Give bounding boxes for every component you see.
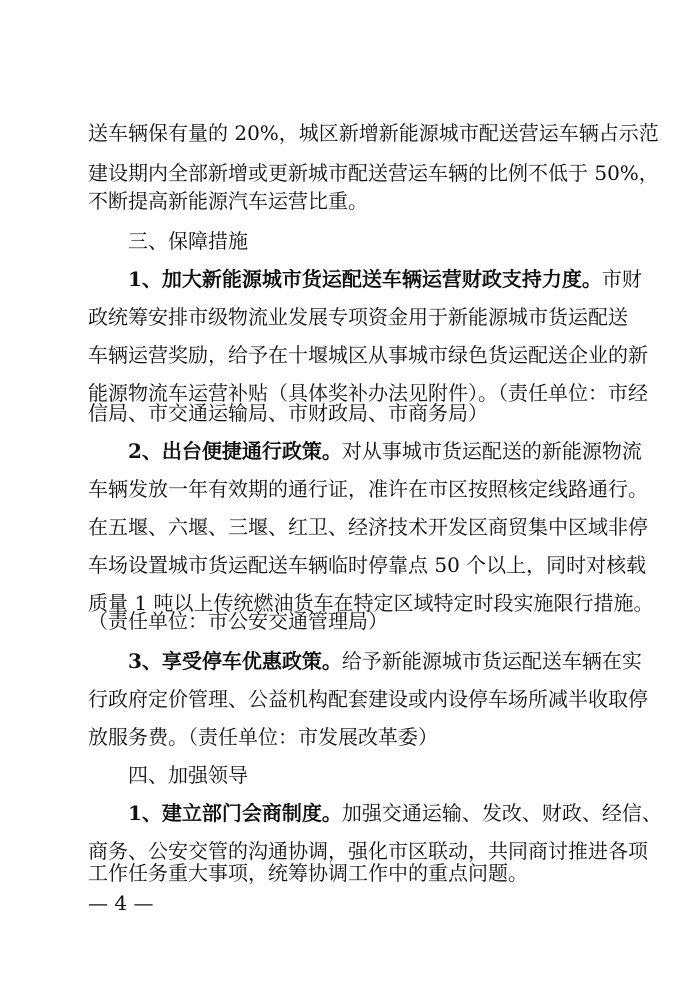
item-title: 3、享受停车优惠政策。 (128, 649, 342, 673)
item-heading-line: 3、享受停车优惠政策。给予新能源城市货运配送车辆在实 (128, 649, 642, 673)
item-heading-line: 2、出台便捷通行政策。对从事城市货运配送的新能源物流 (128, 439, 642, 463)
item-title: 2、出台便捷通行政策。 (128, 439, 342, 463)
body-line: 工作任务重大事项，统筹协调工作中的重点问题。 (88, 861, 528, 885)
item-heading-line: 1、加大新能源城市货运配送车辆运营财政支持力度。市财 (128, 267, 642, 291)
body-line: 车辆运营奖励，给予在十堰城区从事城市绿色货运配送企业的新 (88, 343, 648, 367)
item-title: 1、加大新能源城市货运配送车辆运营财政支持力度。 (128, 267, 602, 291)
body-line: 送车辆保有量的 20%，城区新增新能源城市配送营运车辆占示范 (88, 121, 659, 145)
section-heading-3: 三、保障措施 (128, 229, 248, 253)
body-line: 质量 1 吨以上传统燃油货车在特定区域特定时段实施限行措施。 (88, 591, 654, 615)
body-line: 商务、公安交管的沟通协调，强化市区联动，共同商讨推进各项 (88, 839, 648, 863)
body-line: 不断提高新能源汽车运营比重。 (88, 189, 368, 213)
item-heading-line: 1、建立部门会商制度。加强交通运输、发改、财政、经信、 (128, 801, 662, 825)
body-line: 建设期内全部新增或更新城市配送营运车辆的比例不低于 50%， (88, 161, 659, 185)
body-line: 车场设置城市货运配送车辆临时停靠点 50 个以上，同时对核载 (88, 553, 647, 577)
section-heading-4: 四、加强领导 (128, 763, 248, 787)
body-line: 放服务费。（责任单位：市发展改革委） (88, 725, 438, 749)
item-title: 1、建立部门会商制度。 (128, 801, 342, 825)
body-line: 能源物流车运营补贴（具体奖补办法见附件）。（责任单位：市经 (88, 381, 648, 405)
body-line: 政统筹安排市级物流业发展专项资金用于新能源城市货运配送 (88, 305, 628, 329)
body-line: 车辆发放一年有效期的通行证，准许在市区按照核定线路通行。 (88, 477, 648, 501)
body-line: （责任单位：市公安交通管理局） (88, 609, 388, 633)
body-line: 行政府定价管理、公益机构配套建设或内设停车场所减半收取停 (88, 687, 648, 711)
body-line: 在五堰、六堰、三堰、红卫、经济技术开发区商贸集中区域非停 (88, 515, 648, 539)
page-number: — 4 — (88, 891, 154, 915)
body-line: 信局、市交通运输局、市财政局、市商务局） (88, 401, 488, 425)
